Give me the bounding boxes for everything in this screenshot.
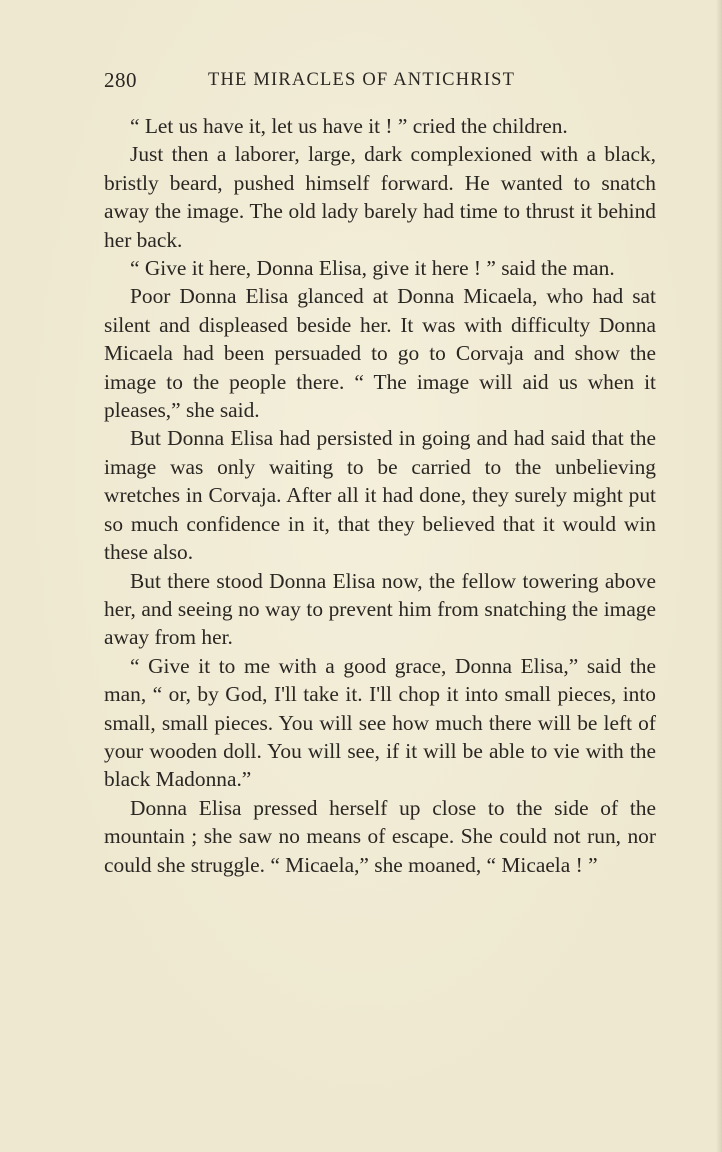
page-number: 280: [104, 68, 137, 92]
paragraph: “ Give it to me with a good grace, Donna Elisa,” said the man, “ or, by God, I'll take it. I'll chop it into small pieces, into small, small pieces. You will see how much there will be left of your wooden doll. You will see, if it will be able to vie with the black Madonna.”: [104, 653, 656, 792]
paragraph: But Donna Elisa had persisted in going and had said that the image was only waiting to be carried to the unbelieving wretches in Corvaja. After all it had done, they surely might put so much confidence in it, that they believed that it would win these also.: [104, 426, 656, 565]
paragraph: “ Let us have it, let us have it ! ” cried the children.: [130, 114, 568, 138]
paragraph: Poor Donna Elisa glanced at Donna Micaela, who had sat silent and displeased beside her. It was with difficulty Donna Micaela had been persuaded to go to Corvaja and show the image to the people there. “ The image will aid us when it pleases,” she said.: [104, 284, 656, 423]
page-edge-shadow: [716, 0, 722, 1152]
paragraph: But there stood Donna Elisa now, the fellow towering above her, and seeing no way to prevent him from snatching the image away from her.: [104, 568, 656, 650]
body-text: [104, 112, 656, 879]
running-title: THE MIRACLES OF ANTICHRIST: [208, 70, 516, 90]
paragraph: “ Give it here, Donna Elisa, give it here ! ” said the man.: [130, 256, 615, 281]
paragraph: Donna Elisa pressed herself up close to the side of the mountain ; she saw no means of escape. She could not run, nor could she struggle. “ Micaela,” she moaned, “ Micaela ! ”: [104, 795, 656, 877]
running-head: [104, 68, 556, 98]
paragraph: Just then a laborer, large, dark complexioned with a black, bristly beard, pushed himself forward. He wanted to snatch away the image. The old lady barely had time to thrust it behind her back.: [104, 142, 656, 252]
